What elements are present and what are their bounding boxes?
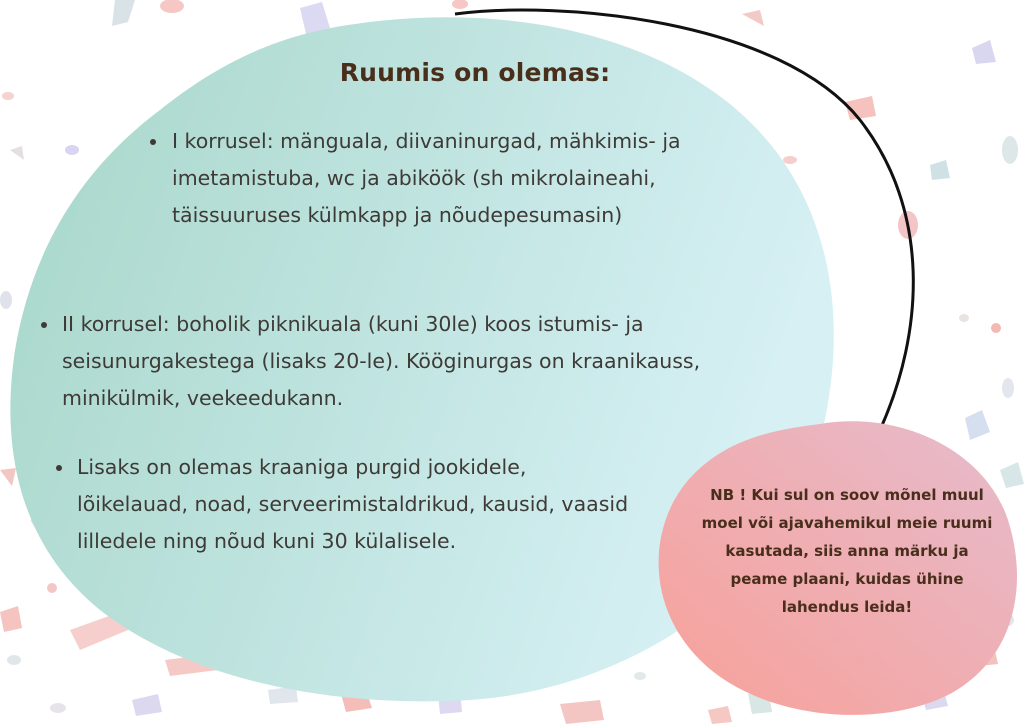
page-title: Ruumis on olemas: <box>339 58 611 87</box>
list-item <box>172 123 732 234</box>
list-item-text: I korrusel: mänguala, diivaninurgad, mähkimis- ja imetamistuba, wc ja abiköök (sh mikrolaineahi, täissuuruses külmkapp ja nõudepesumasin) <box>172 129 681 227</box>
note-text: NB ! Kui sul on soov mõnel muul moel või ajavahemikul meie ruumi kasutada, siis anna märku ja peame plaani, kuidas ühine lahendus leida! <box>701 486 993 616</box>
bullet-dot <box>41 322 47 328</box>
list-item <box>62 306 802 417</box>
list-item-text: Lisaks on olemas kraaniga purgid jookidele, lõikelauad, noad, serveerimistaldrikud, kausid, vaasid lilledele ning nõud kuni 30 külalisele. <box>77 455 629 553</box>
list-item <box>77 449 637 560</box>
list-item-text: II korrusel: boholik piknikuala (kuni 30le) koos istumis- ja seisunurgakestega (lisaks 20-le). Kööginurgas on kraanikauss, minikülmik, veekeedukann. <box>62 312 701 410</box>
bullet-dot <box>150 139 156 145</box>
bullet-dot <box>56 465 62 471</box>
